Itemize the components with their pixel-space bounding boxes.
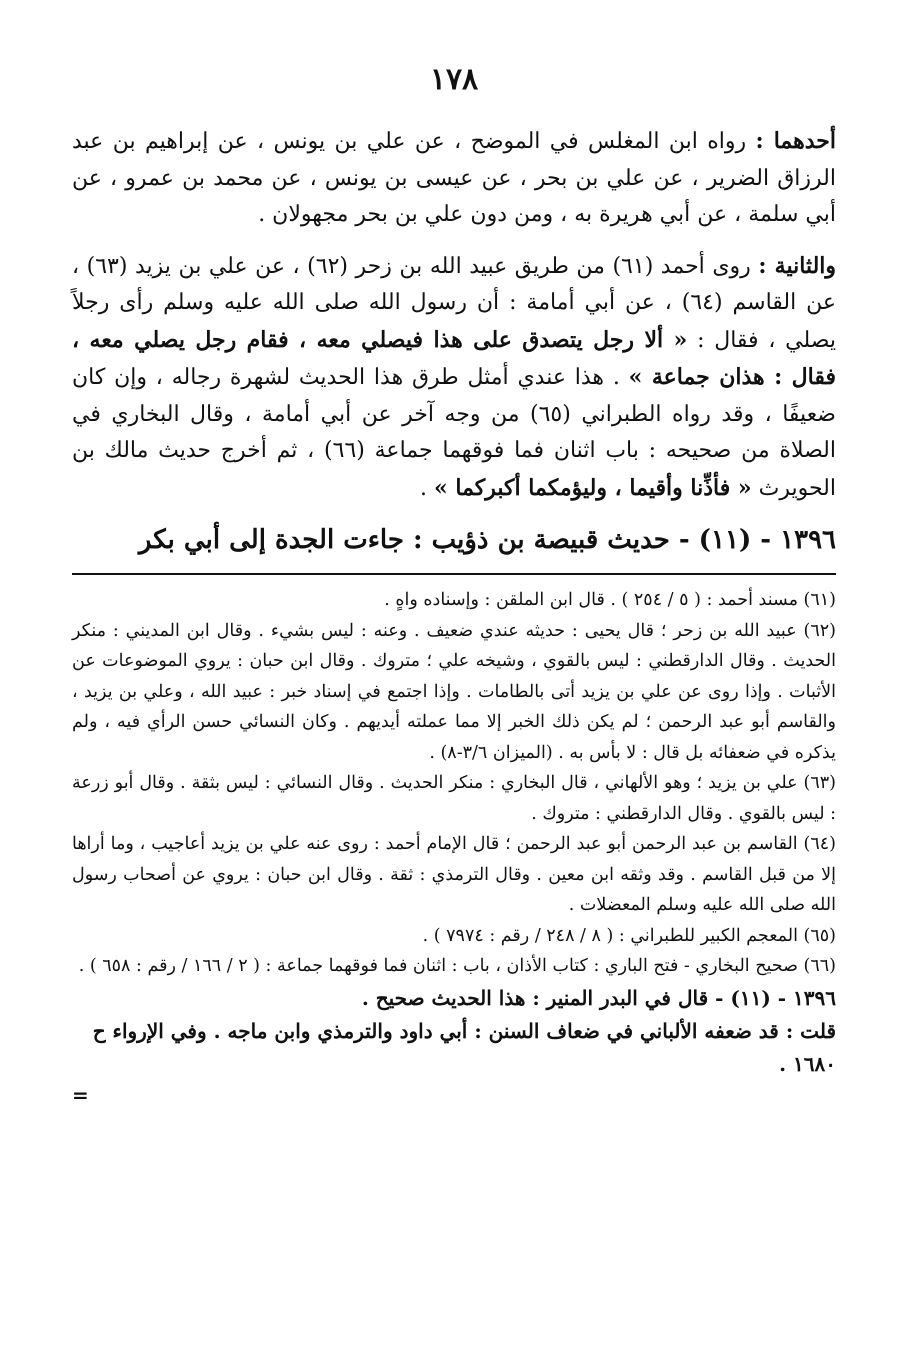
footnote-63: (٦٣) علي بن يزيد ؛ وهو الألهاني ، قال البخاري : منكر الحديث . وقال النسائي : ليس بثقة . وقال أبو زرعة : ليس بالقوي . وقال الدارقطني : متروك . <box>72 773 836 824</box>
paragraph-first <box>72 123 836 234</box>
footnote-62: (٦٢) عبيد الله بن زحر ؛ قال يحيى : حديثه عندي ضعيف . وعنه : ليس بشيء . وقال ابن المديني : منكر الحديث . وقال الدارقطني : ليس بالقوي ، وشيخه علي ؛ متروك . وقال ابن حبان : يروي الموضوعات عن الأثبات . وإذا روى عن علي بن يزيد أتى بالطامات . وإذا اجتمع في إسناد خبر : عبيد الله ، وعلي بن يزيد ، والقاسم أبو عبد الرحمن ؛ لم يكن ذلك الخبر إلا مما عملته أيديهم . وكان النسائي حسن الرأي فيه ، ولم يذكره في ضعفائه بل قال : لا بأس به . (الميزان ٣/٦-٨) . <box>72 620 836 763</box>
paragraph-second <box>72 248 836 508</box>
footnote-divider <box>72 573 836 575</box>
footnote-65: (٦٥) المعجم الكبير للطبراني : ( ٨ / ٢٤٨ / رقم : ٧٩٧٤ ) . <box>422 925 836 946</box>
hadith-quote: « ألا رجل يتصدق على هذا فيصلي معه ، فقام رجل يصلي معه ، فقال : هذان جماعة » <box>72 326 836 390</box>
continuation-mark: = <box>72 1082 89 1107</box>
paragraph-second-lead: والثانية : <box>758 252 837 279</box>
hadith-quote-second: « فأذِّنا وأقيما ، وليؤمكما أكبركما » <box>433 474 752 501</box>
closing-line-1: ١٣٩٦ - (١١) - قال في البدر المنير : هذا الحديث صحيح . <box>361 985 836 1010</box>
paragraph-second-text-a: روى أحمد (٦١) من طريق عبيد الله بن زحر (٦٢) ، عن علي بن يزيد (٦٣) ، عن القاسم (٦٤) ، عن أبي أمامة : أن رسول الله صلى الله عليه وسلم رأى رجلاً يصلي ، فقال : <box>72 253 836 353</box>
page-number: ١٧٨ <box>429 62 479 97</box>
footnote-66: (٦٦) صحيح البخاري - فتح الباري : كتاب الأذان ، باب : اثنان فما فوقهما جماعة : ( ٢ / ١٦٦ / رقم : ٦٥٨ ) . <box>78 956 836 976</box>
paragraph-second-end: . <box>419 475 427 501</box>
paragraph-second-text-b: . هذا عندي أمثل طرق هذا الحديث لشهرة رجاله ، وإن كان ضعيفًا ، وقد رواه الطبراني (٦٥) من وجه آخر عن أبي أمامة ، وقال البخاري في الصلاة من صحيحه : باب اثنان فما فوقهما جماعة (٦٦) ، ثم أخرج حديث مالك بن الحويرث <box>72 365 836 501</box>
footnote-61: (٦١) مسند أحمد : ( ٥ / ٢٥٤ ) . قال ابن الملقن : وإسناده واهٍ . <box>384 590 836 610</box>
closing-line-2: قلت : قد ضعفه الألباني في ضعاف السنن : أبي داود والترمذي وابن ماجه . وفي الإرواء ح ١٦٨٠ . <box>92 1018 836 1076</box>
paragraph-first-lead: أحدهما : <box>755 128 836 154</box>
paragraph-first-text: رواه ابن المغلس في الموضح ، عن علي بن يونس ، عن إبراهيم بن عبد الرزاق الضرير ، عن علي بن بحر ، عن عيسى بن يونس ، عن محمد بن عمرو ، عن أبي سلمة ، عن أبي هريرة به ، ومن دون علي بن بحر مجهولان . <box>72 129 836 227</box>
footnote-64: (٦٤) القاسم بن عبد الرحمن أبو عبد الرحمن ؛ قال الإمام أحمد : روى عنه علي بن يزيد أعاجيب ، وما أراها إلا من قبل القاسم . وقد وثقه ابن معين . وقال الترمذي : ثقة . وقال ابن حبان : يروي عن أصحاب رسول الله صلى الله عليه وسلم المعضلات . <box>72 834 836 915</box>
hadith-heading: ١٣٩٦ - (١١) - حديث قبيصة بن ذؤيب : جاءت الجدة إلى أبي بكر <box>138 525 836 555</box>
